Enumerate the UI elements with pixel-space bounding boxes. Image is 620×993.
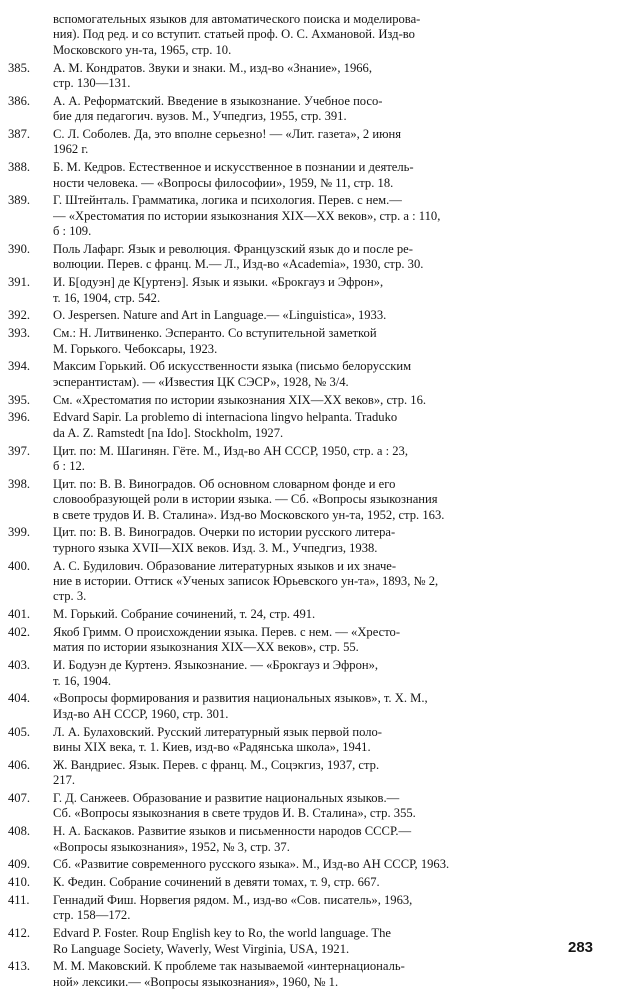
entry-text-line: Поль Лафарг. Язык и революция. Французский язык до и после ре-	[53, 242, 413, 257]
bibliography-entry	[8, 607, 608, 622]
entry-text-line: стр. 130—131.	[53, 76, 131, 91]
entry-text-line: «Вопросы формирования и развития национальных языков», т. X. М.,	[53, 691, 428, 706]
entry-text-line: 217.	[53, 773, 76, 788]
bibliography-entry	[8, 444, 608, 475]
entry-number: 402.	[8, 625, 31, 640]
entry-number: 406.	[8, 757, 31, 772]
entry-number: 411.	[8, 893, 30, 908]
entry-text-line: И. Бодуэн де Куртенэ. Языкознание. — «Брокгауз и Эфрон»,	[53, 658, 379, 673]
entry-text-line: в свете трудов И. В. Сталина». Изд-во Московского ун-та, 1952, стр. 163.	[53, 507, 445, 522]
entry-number: 398.	[8, 476, 31, 491]
bibliography-entry	[8, 791, 608, 822]
entry-text-line: А. М. Кондратов. Звуки и знаки. М., изд-во «Знание», 1966,	[53, 60, 372, 75]
entry-text-line: Г. Штейнталь. Грамматика, логика и психология. Перев. с нем.—	[53, 193, 402, 208]
entry-text-line: стр. 158—172.	[53, 908, 131, 923]
bibliography-entry	[8, 127, 608, 158]
entry-text-line: ной» лексики.— «Вопросы языкознания», 1960, № 1.	[53, 974, 339, 989]
bibliography-entry	[8, 308, 608, 323]
entry-text-line: М. Горький. Собрание сочинений, т. 24, стр. 491.	[53, 607, 316, 622]
bibliography-entry	[8, 242, 608, 273]
entry-text-line: т. 16, 1904.	[53, 673, 112, 688]
entry-text-line: И. Б[одуэн] де К[уртенэ]. Язык и языки. «Брокгауз и Эфрон»,	[53, 275, 384, 290]
bibliography-entry	[8, 824, 608, 855]
entry-number: 412.	[8, 926, 31, 941]
bibliography-entry	[8, 725, 608, 756]
entry-text-line: Изд-во АН СССР, 1960, стр. 301.	[53, 706, 229, 721]
entry-text-line: 1962 г.	[53, 142, 89, 157]
bibliography-entry	[8, 875, 608, 890]
entry-number: 386.	[8, 93, 31, 108]
entry-text-line: стр. 3.	[53, 589, 87, 604]
entry-text-line: Цит. по: В. В. Виноградов. Об основном словарном фонде и его	[53, 476, 396, 491]
bibliography-entry	[8, 359, 608, 390]
entry-number: 397.	[8, 443, 31, 458]
entry-number: 392.	[8, 308, 31, 323]
bibliography-entry	[8, 758, 608, 789]
entry-text-line: — «Хрестоматия по истории языкознания XIX—XX веков», стр. а : 110,	[53, 208, 441, 223]
entry-text-line: Ж. Вандриес. Язык. Перев. с франц. М., Соцэкгиз, 1937, стр.	[53, 757, 380, 772]
entry-number: 390.	[8, 242, 31, 257]
page-number: 283	[568, 939, 594, 956]
bibliography-entry	[8, 61, 608, 92]
entry-number: 410.	[8, 875, 31, 890]
entry-number: 394.	[8, 359, 31, 374]
entry-text-line: б : 109.	[53, 224, 92, 239]
continued-entry	[8, 12, 608, 58]
entry-text-line: Edvard P. Foster. Roup English key to Ro, the world language. The	[53, 926, 392, 941]
bibliography-entry	[8, 893, 608, 924]
entry-number: 385.	[8, 60, 31, 75]
bibliography-entry	[8, 926, 608, 957]
entry-text-line: Якоб Гримм. О происхождении языка. Перев. с нем. — «Хресто-	[53, 625, 401, 640]
entry-text-line: эсперантистам). — «Известия ЦК СЭСР», 1928, № 3/4.	[53, 374, 349, 389]
entry-text-line: т. 16, 1904, стр. 542.	[53, 290, 161, 305]
bibliography-entry	[8, 658, 608, 689]
entry-number: 400.	[8, 558, 31, 573]
bibliography-entry	[8, 410, 608, 441]
entry-number: 395.	[8, 392, 31, 407]
entry-text-line: Геннадий Фиш. Норвегия рядом. М., изд-во «Сов. писатель», 1963,	[53, 893, 413, 908]
bibliography-entry	[8, 525, 608, 556]
entry-number: 404.	[8, 691, 31, 706]
entry-text-line: А. С. Будилович. Образование литературных языков и их значе-	[53, 558, 397, 573]
entry-text-line: бие для педагогич. вузов. М., Учпедгиз, 1955, стр. 391.	[53, 109, 347, 124]
entry-number: 408.	[8, 824, 31, 839]
bibliography-entry	[8, 559, 608, 605]
entry-text-line: Сб. «Развитие современного русского языка». М., Изд-во АН СССР, 1963.	[53, 857, 450, 872]
entry-text-line: ности человека. — «Вопросы философии», 1959, № 11, стр. 18.	[53, 175, 394, 190]
entry-text-line: Л. А. Булаховский. Русский литературный язык первой поло-	[53, 724, 382, 739]
bibliography-entry	[8, 625, 608, 656]
entry-text-line: К. Федин. Собрание сочинений в девяти томах, т. 9, стр. 667.	[53, 875, 380, 890]
entry-number: 407.	[8, 791, 31, 806]
entry-text-line: См.: Н. Литвиненко. Эсперанто. Со вступительной заметкой	[53, 326, 377, 341]
entry-text-line: Цит. по: М. Шагинян. Гёте. М., Изд-во АН СССР, 1950, стр. а : 23,	[53, 443, 409, 458]
entry-text-line: волюции. Перев. с франц. М.— Л., Изд-во «Academia», 1930, стр. 30.	[53, 257, 424, 272]
bibliography-entry	[8, 193, 608, 239]
entry-text-line: вины XIX века, т. 1. Киев, изд-во «Радянська школа», 1941.	[53, 740, 371, 755]
entry-text-line: матия по истории языкознания XIX—XX веков», стр. 55.	[53, 640, 359, 655]
entry-text-line: словообразующей роли в истории языка. — Сб. «Вопросы языкознания	[53, 492, 438, 507]
bibliography-entry	[8, 94, 608, 125]
entry-number: 413.	[8, 959, 31, 974]
bibliography-entry	[8, 691, 608, 722]
entry-text-line: См. «Хрестоматия по истории языкознания XIX—XX веков», стр. 16.	[53, 392, 427, 407]
entry-number: 409.	[8, 857, 31, 872]
entry-number: 393.	[8, 326, 31, 341]
entry-number: 399.	[8, 525, 31, 540]
entry-number: 403.	[8, 658, 31, 673]
entry-text-line: Edvard Sapir. La problemo di internaciona lingvo helpanta. Traduko	[53, 410, 398, 425]
entry-number: 389.	[8, 193, 31, 208]
entry-text-line: Цит. по: В. В. Виноградов. Очерки по истории русского литера-	[53, 525, 396, 540]
entry-text-line: O. Jespersen. Nature and Art in Language.— «Linguistica», 1933.	[53, 308, 387, 323]
entry-text-line: М. М. Маковский. К проблеме так называемой «интернациональ-	[53, 959, 405, 974]
entry-text-line: Н. А. Баскаков. Развитие языков и письменности народов СССР.—	[53, 824, 412, 839]
entry-text-line: «Вопросы языкознания», 1952, № 3, стр. 37.	[53, 839, 290, 854]
bibliography-entry	[8, 275, 608, 306]
entry-number: 401.	[8, 607, 31, 622]
bibliography-entry	[8, 477, 608, 523]
entry-text-line: А. А. Реформатский. Введение в языкознание. Учебное посо-	[53, 93, 383, 108]
entry-text-line: М. Горького. Чебоксары, 1923.	[53, 341, 218, 356]
entry-text-line: ние в истории. Оттиск «Ученых записок Юрьевского ун-та», 1893, № 2,	[53, 574, 439, 589]
bibliography-list	[8, 12, 608, 993]
entry-text-line: da A. Z. Ramstedt [na Ido]. Stockholm, 1927.	[53, 425, 284, 440]
entry-text-line: ния). Под ред. и со вступит. статьей проф. О. С. Ахмановой. Изд-во	[53, 27, 415, 42]
entry-text-line: Ro Language Society, Waverly, West Virginia, USA, 1921.	[53, 941, 350, 956]
entry-text-line: турного языка XVII—XIX веков. Изд. 3. М., Учпедгиз, 1938.	[53, 540, 378, 555]
bibliography-entry	[8, 393, 608, 408]
entry-number: 396.	[8, 410, 31, 425]
entry-number: 388.	[8, 160, 31, 175]
entry-text-line: Б. М. Кедров. Естественное и искусственное в познании и деятель-	[53, 160, 414, 175]
entry-text-line: вспомогательных языков для автоматического поиска и моделирова-	[53, 12, 421, 26]
bibliography-entry	[8, 326, 608, 357]
entry-number: 387.	[8, 127, 31, 142]
entry-text-line: Максим Горький. Об искусственности языка (письмо белорусским	[53, 359, 412, 374]
entry-number: 391.	[8, 275, 31, 290]
entry-number: 405.	[8, 724, 31, 739]
entry-text-line: б : 12.	[53, 459, 85, 474]
bibliography-entry	[8, 160, 608, 191]
entry-text-line: С. Л. Соболев. Да, это вполне серьезно! — «Лит. газета», 2 июня	[53, 127, 402, 142]
bibliography-entry	[8, 857, 608, 872]
entry-text-line: Московского ун-та, 1965, стр. 10.	[53, 42, 232, 57]
entry-text-line: Сб. «Вопросы языкознания в свете трудов И. В. Сталина», стр. 355.	[53, 806, 416, 821]
entry-text-line: Г. Д. Санжеев. Образование и развитие национальных языков.—	[53, 791, 400, 806]
